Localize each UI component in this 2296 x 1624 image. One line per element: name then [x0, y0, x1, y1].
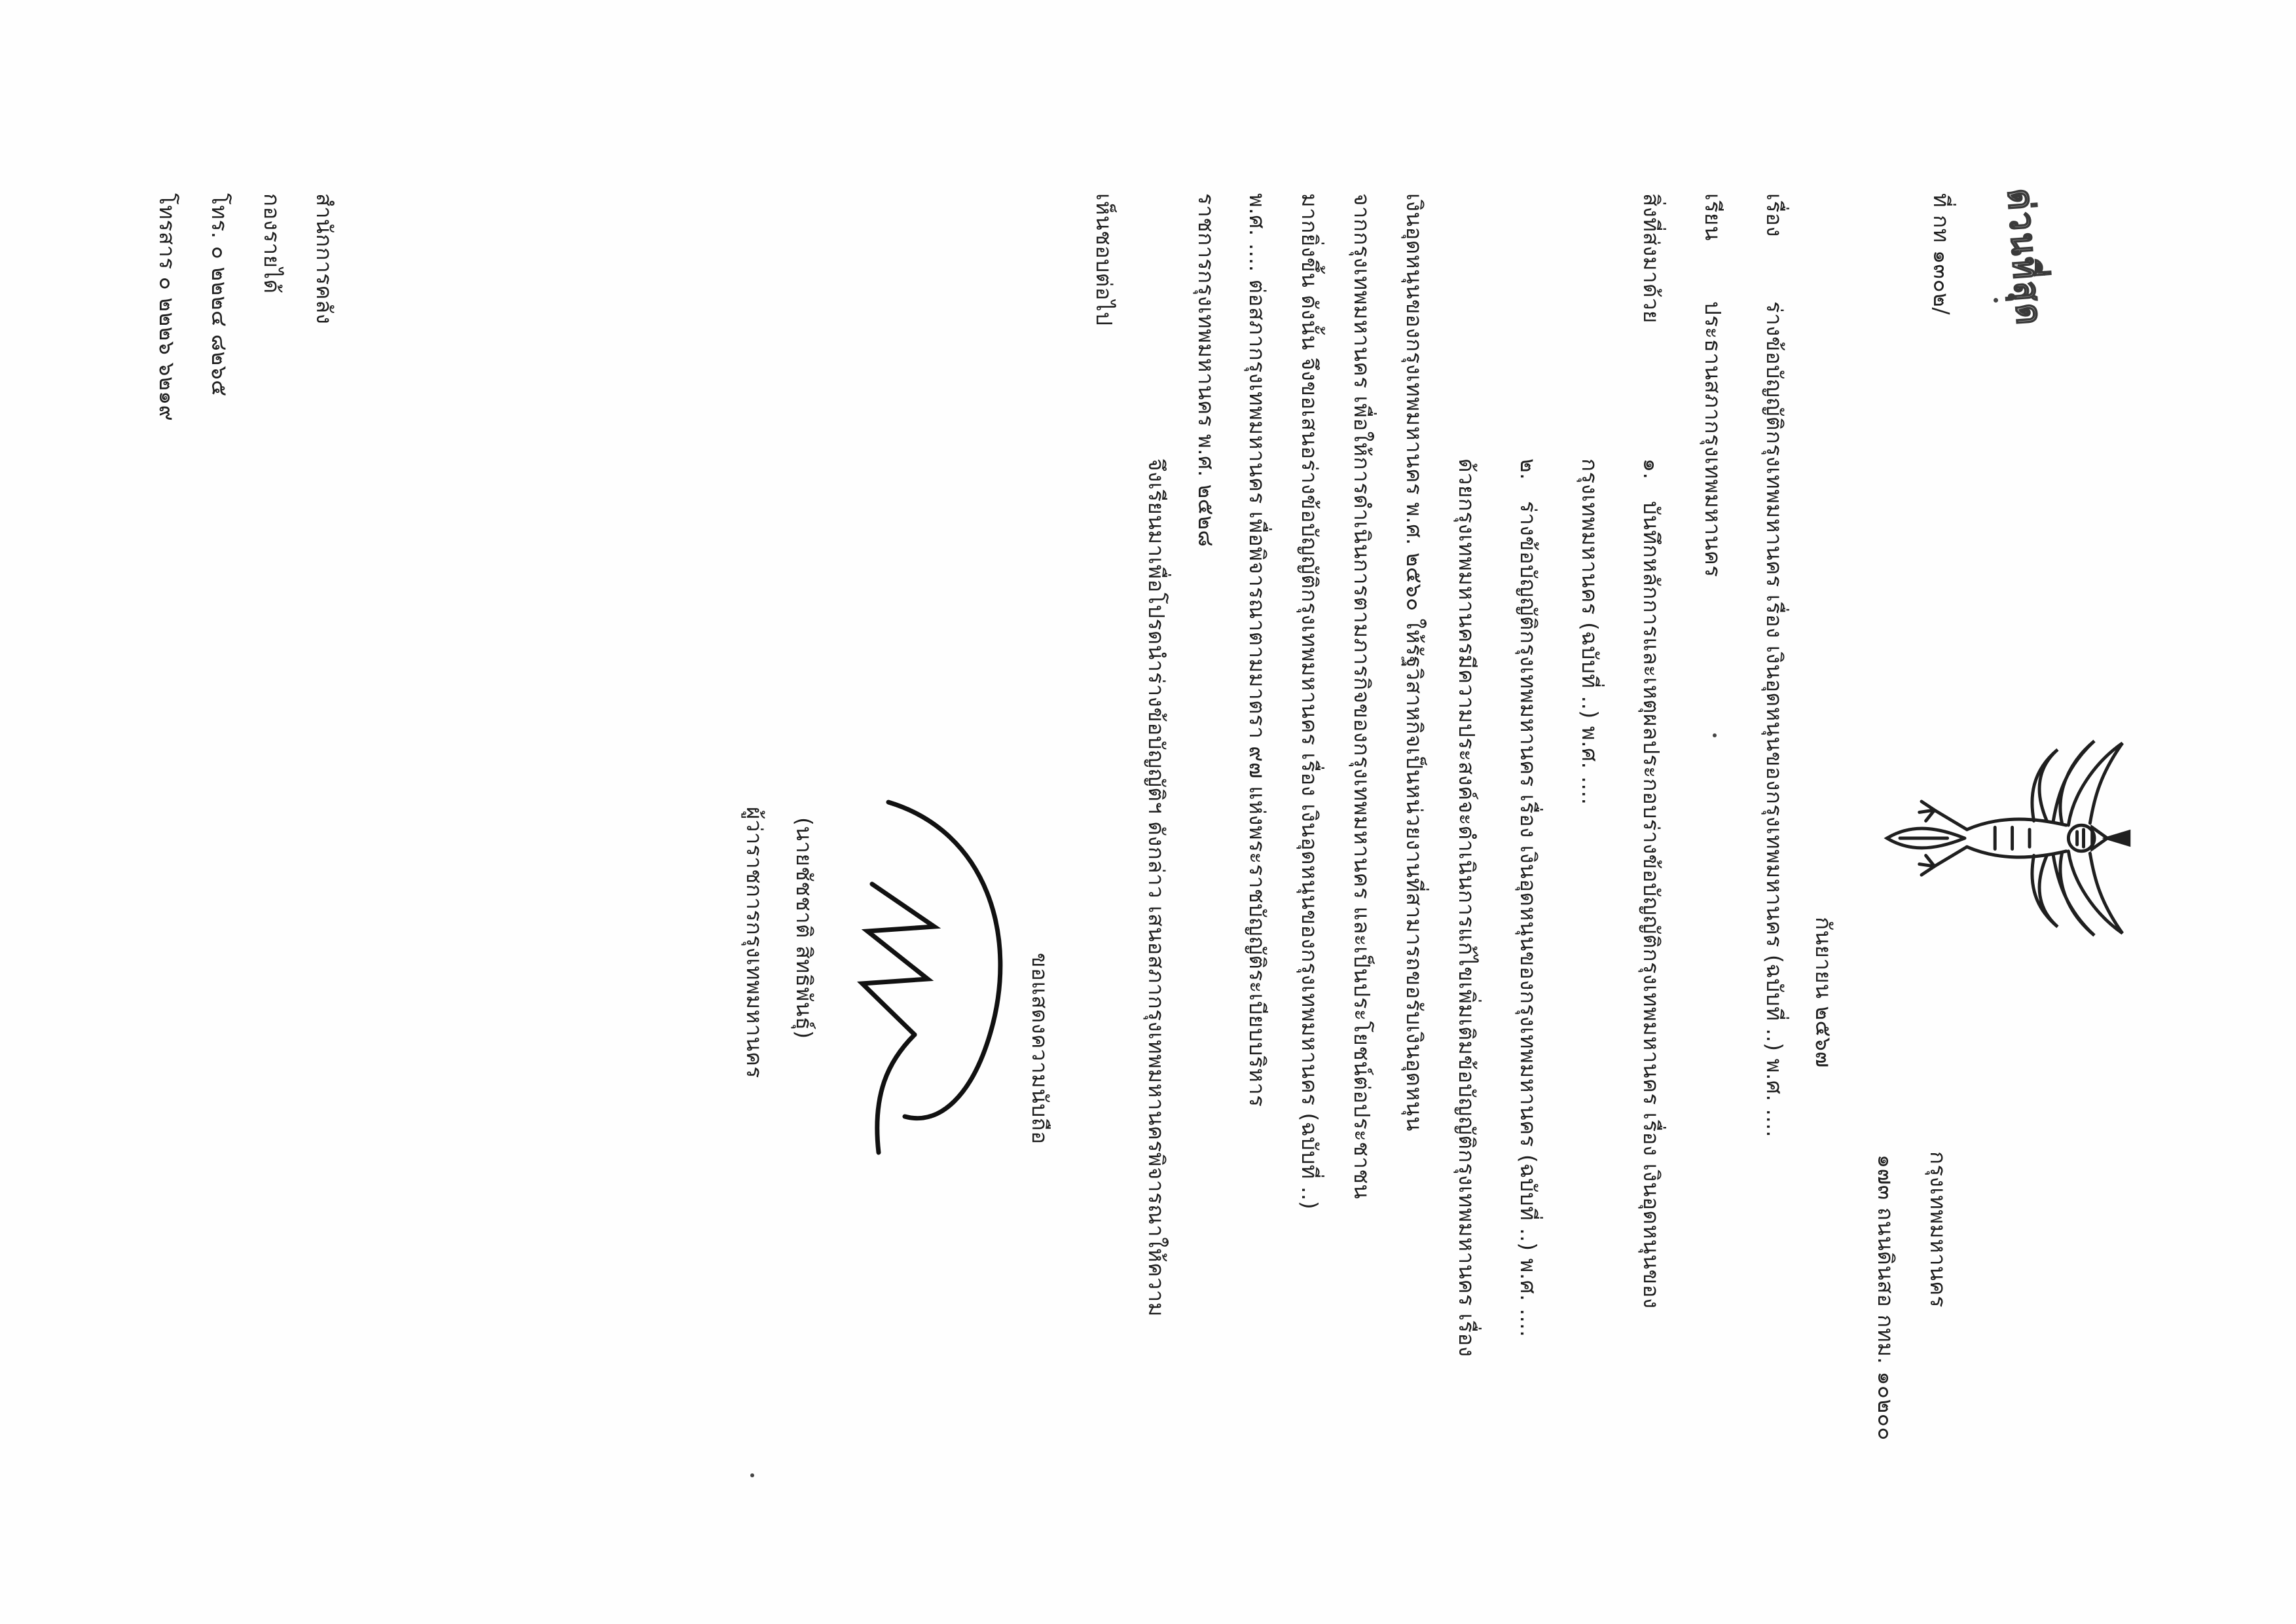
- body-line: ราชการกรุงเทพมหานคร พ.ศ. ๒๕๒๘: [1194, 193, 1219, 547]
- footer-fax: โทรสาร ๐ ๒๒๒๖ ๖๒๑๙: [155, 193, 180, 422]
- footer-phone: โทร. ๐ ๒๒๒๔ ๘๒๖๕: [207, 193, 232, 397]
- scan-speck: [1713, 733, 1717, 737]
- to-line: [1696, 193, 1730, 578]
- body-line: ด้วยกรุงเทพมหานครมีความประสงค์จะดำเนินการแก้ไขเพิ่มเติมข้อบัญญัติกรุงเทพมหานคร เรื่อง: [1454, 458, 1480, 1357]
- enclosure-item2-line1: ร่างข้อบัญญัติกรุงเทพมหานคร เรื่อง เงินอุดหนุนของกรุงเทพมหานคร (ฉบับที่ ..) พ.ศ. ....: [1516, 501, 1541, 1338]
- closing-line: จึงเรียนมาเพื่อโปรดนำร่างข้อบัญญัติฯ ดังกล่าว เสนอสภากรุงเทพมหานครพิจารณาให้ความ: [1144, 458, 1169, 1318]
- reference-number: ที่ กท ๑๓๐๒/: [1929, 193, 1954, 315]
- body-line: มากยิ่งขึ้น ดังนั้น จึงขอเสนอร่างข้อบัญญัติกรุงเทพมหานคร เรื่อง เงินอุดหนุนของกรุงเทพมหานคร (ฉบับที่ ..): [1297, 193, 1322, 1210]
- to-label: เรียน: [1700, 193, 1726, 241]
- date-line: กันยายน ๒๕๖๗: [1811, 917, 1836, 1068]
- signer-title: ผู้ว่าราชการกรุงเทพมหานคร: [742, 807, 767, 1079]
- scan-speck: [750, 1473, 754, 1477]
- footer-division: กองรายได้: [259, 193, 285, 294]
- body-line: พ.ศ. .... ต่อสภากรุงเทพมหานคร เพื่อพิจารณาตามมาตรา ๙๗ แห่งพระราชบัญญัติระเบียบบริหาร: [1245, 193, 1270, 1107]
- enclosure-item2-no: ๒.: [1516, 458, 1541, 481]
- body-line: เงินอุดหนุนของกรุงเทพมหานคร พ.ศ. ๒๕๖๐ ให้รัฐวิสาหกิจเป็นหน่วยงานที่สามารถขอรับเงินอุดหนุน: [1402, 193, 1427, 1132]
- subject-line: [1757, 193, 1792, 1137]
- salutation: ขอแสดงความนับถือ: [1027, 953, 1053, 1145]
- enclosure-item1-line2: กรุงเทพมหานคร (ฉบับที่ ..) พ.ศ. ....: [1577, 458, 1603, 805]
- scan-speck: [1994, 298, 1998, 303]
- subject-label: เรื่อง: [1762, 193, 1787, 237]
- footer-department: สำนักการคลัง: [312, 193, 337, 325]
- signer-name: (นายชัชชาติ สิทธิพันธุ์): [792, 817, 817, 1039]
- to-text: ประธานสภากรุงเทพมหานคร: [1700, 301, 1726, 578]
- agency-address: ๑๗๓ ถนนดินสอ กทม. ๑๐๒๐๐: [1873, 1154, 1899, 1441]
- garuda-emblem-icon: [1877, 730, 2139, 946]
- enclosure-label: สิ่งที่ส่งมาด้วย: [1639, 193, 1664, 323]
- enclosure-item1-line1: บันทึกหลักการและเหตุผลประกอบร่างข้อบัญญัติกรุงเทพมหานคร เรื่อง เงินอุดหนุนของ: [1639, 501, 1664, 1309]
- signature-icon: [816, 786, 1026, 1192]
- subject-text: ร่างข้อบัญญัติกรุงเทพมหานคร เรื่อง เงินอุดหนุนของกรุงเทพมหานคร (ฉบับที่ ..) พ.ศ. ....: [1762, 301, 1787, 1138]
- agency-name: กรุงเทพมหานคร: [1925, 1151, 1951, 1308]
- closing-line: เห็นชอบต่อไป: [1091, 193, 1117, 326]
- urgent-stamp: ด่วนที่สุด: [1999, 187, 2050, 329]
- enclosure-item1-no: ๑.: [1639, 458, 1664, 480]
- body-line: จากกรุงเทพมหานคร เพื่อให้การดำเนินการตามภารกิจของกรุงเทพมหานคร และเป็นประโยชน์ต่อประชาชน: [1349, 193, 1375, 1200]
